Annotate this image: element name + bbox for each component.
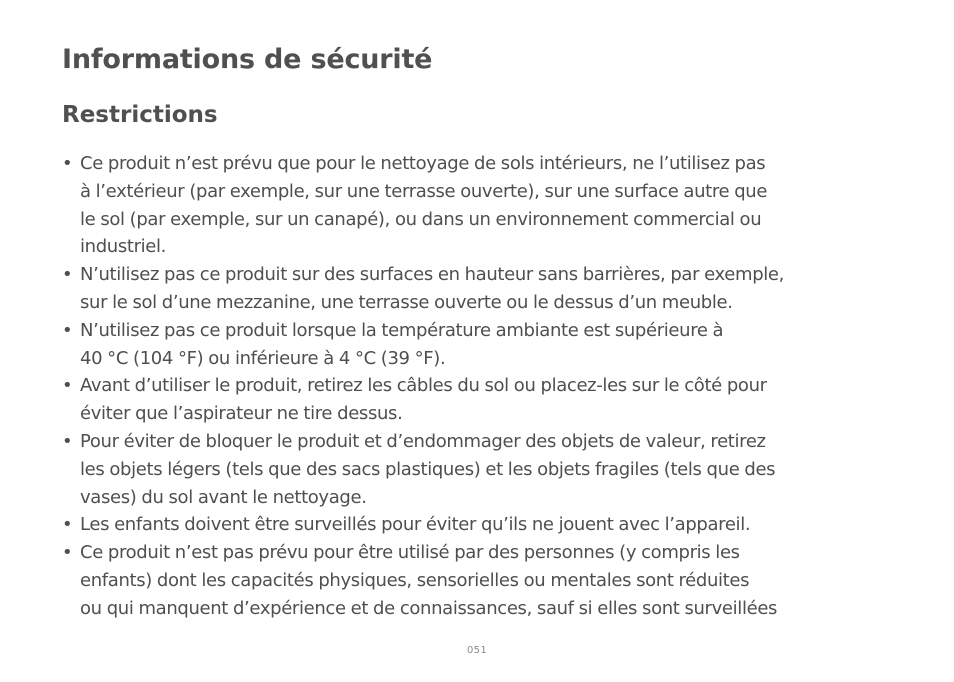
section-title: Restrictions — [62, 102, 218, 128]
list-item-line: Avant d’utiliser le produit, retirez les câbles du sol ou placez-les sur le côté pour — [80, 375, 767, 397]
list-item-line: éviter que l’aspirateur ne tire dessus. — [80, 403, 403, 425]
list-item-line: les objets légers (tels que des sacs plastiques) et les objets fragiles (tels que des — [80, 458, 776, 480]
list-item — [62, 150, 896, 261]
list-item-line: Pour éviter de bloquer le produit et d’endommager des objets de valeur, retirez — [80, 430, 766, 452]
list-item-line: enfants) dont les capacités physiques, sensorielles ou mentales sont réduites — [80, 569, 750, 591]
list-item-line: N’utilisez pas ce produit lorsque la température ambiante est supérieure à — [80, 319, 724, 341]
bullet-icon: • — [62, 542, 73, 564]
page-number: 051 — [467, 645, 487, 656]
list-item-line: le sol (par exemple, sur un canapé), ou dans un environnement commercial ou — [80, 208, 762, 230]
list-item — [62, 372, 896, 428]
restrictions-list — [62, 150, 896, 623]
list-item-line: à l’extérieur (par exemple, sur une terrasse ouverte), sur une surface autre que — [80, 180, 768, 202]
list-item-line: vases) du sol avant le nettoyage. — [80, 486, 367, 508]
list-item — [62, 539, 896, 622]
list-item — [62, 428, 896, 511]
page-title: Informations de sécurité — [62, 44, 433, 75]
list-item-line: Ce produit n’est prévu que pour le nettoyage de sols intérieurs, ne l’utilisez pas — [80, 153, 766, 174]
list-item-line: 40 °C (104 °F) ou inférieure à 4 °C (39 °F). — [80, 347, 446, 369]
list-item — [62, 261, 896, 317]
list-item-line: N’utilisez pas ce produit sur des surfaces en hauteur sans barrières, par exemple, — [80, 264, 785, 286]
bullet-icon: • — [62, 264, 73, 286]
bullet-icon: • — [62, 319, 73, 341]
list-item — [62, 511, 896, 539]
list-item-line: ou qui manquent d’expérience et de connaissances, sauf si elles sont surveillées — [80, 597, 778, 619]
bullet-icon: • — [62, 375, 73, 397]
bullet-icon: • — [62, 514, 73, 536]
bullet-icon: • — [62, 430, 73, 452]
list-item-line: industriel. — [80, 236, 167, 258]
bullet-icon: • — [62, 153, 73, 174]
list-item-line: sur le sol d’une mezzanine, une terrasse ouverte ou le dessus d’un meuble. — [80, 291, 733, 313]
list-item — [62, 317, 896, 373]
list-item-line: Les enfants doivent être surveillés pour éviter qu’ils ne jouent avec l’appareil. — [80, 514, 751, 536]
list-item-line: Ce produit n’est pas prévu pour être utilisé par des personnes (y compris les — [80, 542, 740, 564]
